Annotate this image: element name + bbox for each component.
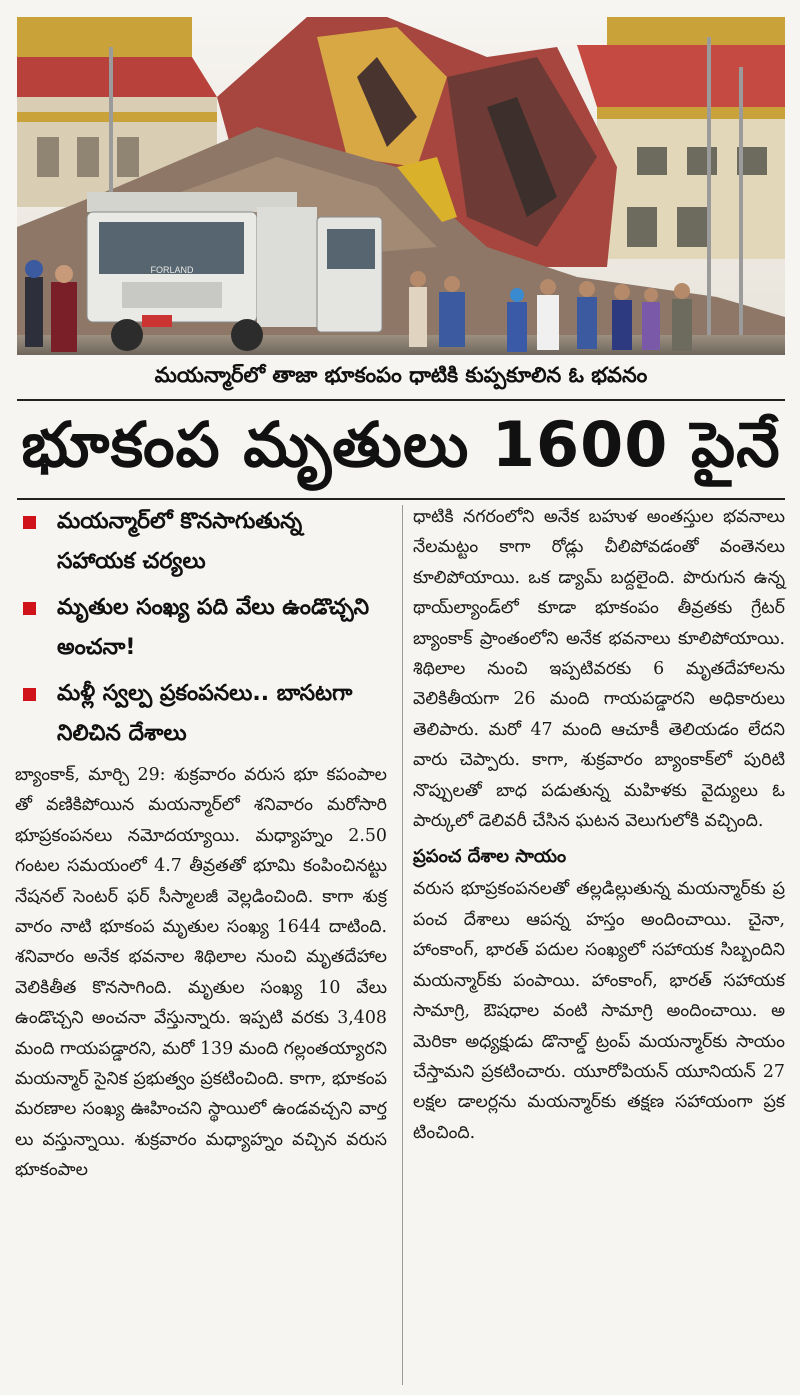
red-square-icon [23, 688, 36, 701]
article-body-left: బ్యాంకాక్, మార్చి 29: శుక్రవారం వరుస భూ కపంపాలతో వణికిపోయిన మయన్మార్‌లో శనివారం మరోసారి భూప్రకంపనలు నమోదయ్యాయి. మధ్యాహ్నం 2.50 గంటల సమయంలో 4.7 తీవ్రతతో భూమి కంపించినట్టు నేషనల్ సెంటర్ ఫర్ సీస్మాలజీ వెల్లడించింది. కాగా శుక్రవారం నాటి భూకంప మృతుల సంఖ్య 1644 దాటింది. శనివారం అనేక భవనాల శిథిలాల నుంచి మృతదేహాల వెలికితీత కొనసాగింది. మృతుల సంఖ్య 10 వేలు ఉండొచ్చని అంచనా వేస్తున్నారు. ఇప్పటి వరకు 3,408 మంది గాయపడ్డారని, మరో 139 మంది గల్లంతయ్యారని మయన్మార్ సైనిక ప్రభుత్వం ప్రకటించింది. కాగా, భూకంప మరణాల సంఖ్య ఊహించని స్థాయిలో ఉండవచ్చని వార్తలు వస్తున్నాయి. శుక్రవారం మధ్యాహ్నం వచ్చిన వరుస భూకంపాల [15, 765, 387, 1181]
bullet-text: మృతుల సంఖ్య పది వేలు ఉండొచ్చని అంచనా! [57, 595, 370, 660]
red-square-icon [23, 516, 36, 529]
section-subhead: ప్రపంచ దేశాల సాయం [413, 846, 567, 868]
headline-rule [17, 498, 785, 500]
article-body-right-2: వరుస భూప్రకంపనలతో తల్లడిల్లుతున్న మయన్మార్‌కు ప్రపంచ దేశాలు ఆపన్న హస్తం అందించాయి. చైనా, హాంకాంగ్, భారత్ పదుల సంఖ్యలో సహాయక సిబ్బందిని మయన్మార్‌కు పంపాయి. హాంకాంగ్, భారత్ సహాయక సామాగ్రి, ఔషధాల వంటి సామాగ్రి అందించాయి. అమెరికా అధ్యక్షుడు డొనాల్డ్ ట్రంప్ మయన్మార్‌కు సాయం చేస్తామని ప్రకటించారు. యూరోపియన్ యూనియన్ 27 లక్షల డాలర్లను మయన్మార్‌కు తక్షణ సహాయంగా ప్రకటించింది. [413, 879, 785, 1143]
bullet-item [15, 588, 387, 668]
red-square-icon [23, 602, 36, 615]
right-column [413, 502, 785, 1148]
left-column [15, 502, 387, 1186]
bullet-item [15, 674, 387, 754]
highlight-bullets [15, 502, 387, 754]
column-divider [402, 505, 403, 1385]
bullet-text: మయన్మార్‌లో కొనసాగుతున్న సహాయక చర్యలు [57, 509, 303, 574]
news-photo [17, 17, 785, 355]
bullet-text: మళ్లీ స్వల్ప ప్రకంపనలు.. బాసటగా నిలిచిన దేశాలు [57, 681, 353, 746]
headline: భూకంప మృతులు 1600 పైనే [21, 408, 781, 481]
collapsed-building-photo-icon [17, 17, 785, 355]
article-body-right: ధాటికి నగరంలోని అనేక బహుళ అంతస్తుల భవనాలు నేలమట్టం కాగా రోడ్లు చీలిపోవడంతో వంతెనలు కూలిపోయాయి. ఒక డ్యామ్ బద్దలైంది. పొరుగున ఉన్న థాయ్‌ల్యాండ్‌లో కూడా భూకంపం తీవ్రతకు గ్రేటర్ బ్యాంకాక్ ప్రాంతంలోని అనేక భవనాలు కూలిపోయాయి. శిథిలాల నుంచి ఇప్పటివరకు 6 మృతదేహాలను వెలికితీయగా 26 మంది గాయపడ్డారని అధికారులు తెలిపారు. మరో 47 మంది ఆచూకీ తెలియడం లేదని వారు చెప్పారు. కాగా, శుక్రవారం బ్యాంకాక్‌లో పురిటి నొప్పులతో బాధ పడుతున్న మహిళకు వైద్యులు ఓ పార్కులో డెలివరీ చేసిన ఘటన వెలుగులోకి వచ్చింది. [413, 507, 785, 832]
photo-caption: మయన్మార్‌లో తాజా భూకంపం ధాటికి కుప్పకూలిన ఓ భవనం [17, 357, 785, 401]
truck-brand: FORLAND [150, 265, 194, 275]
bullet-item [15, 502, 387, 582]
